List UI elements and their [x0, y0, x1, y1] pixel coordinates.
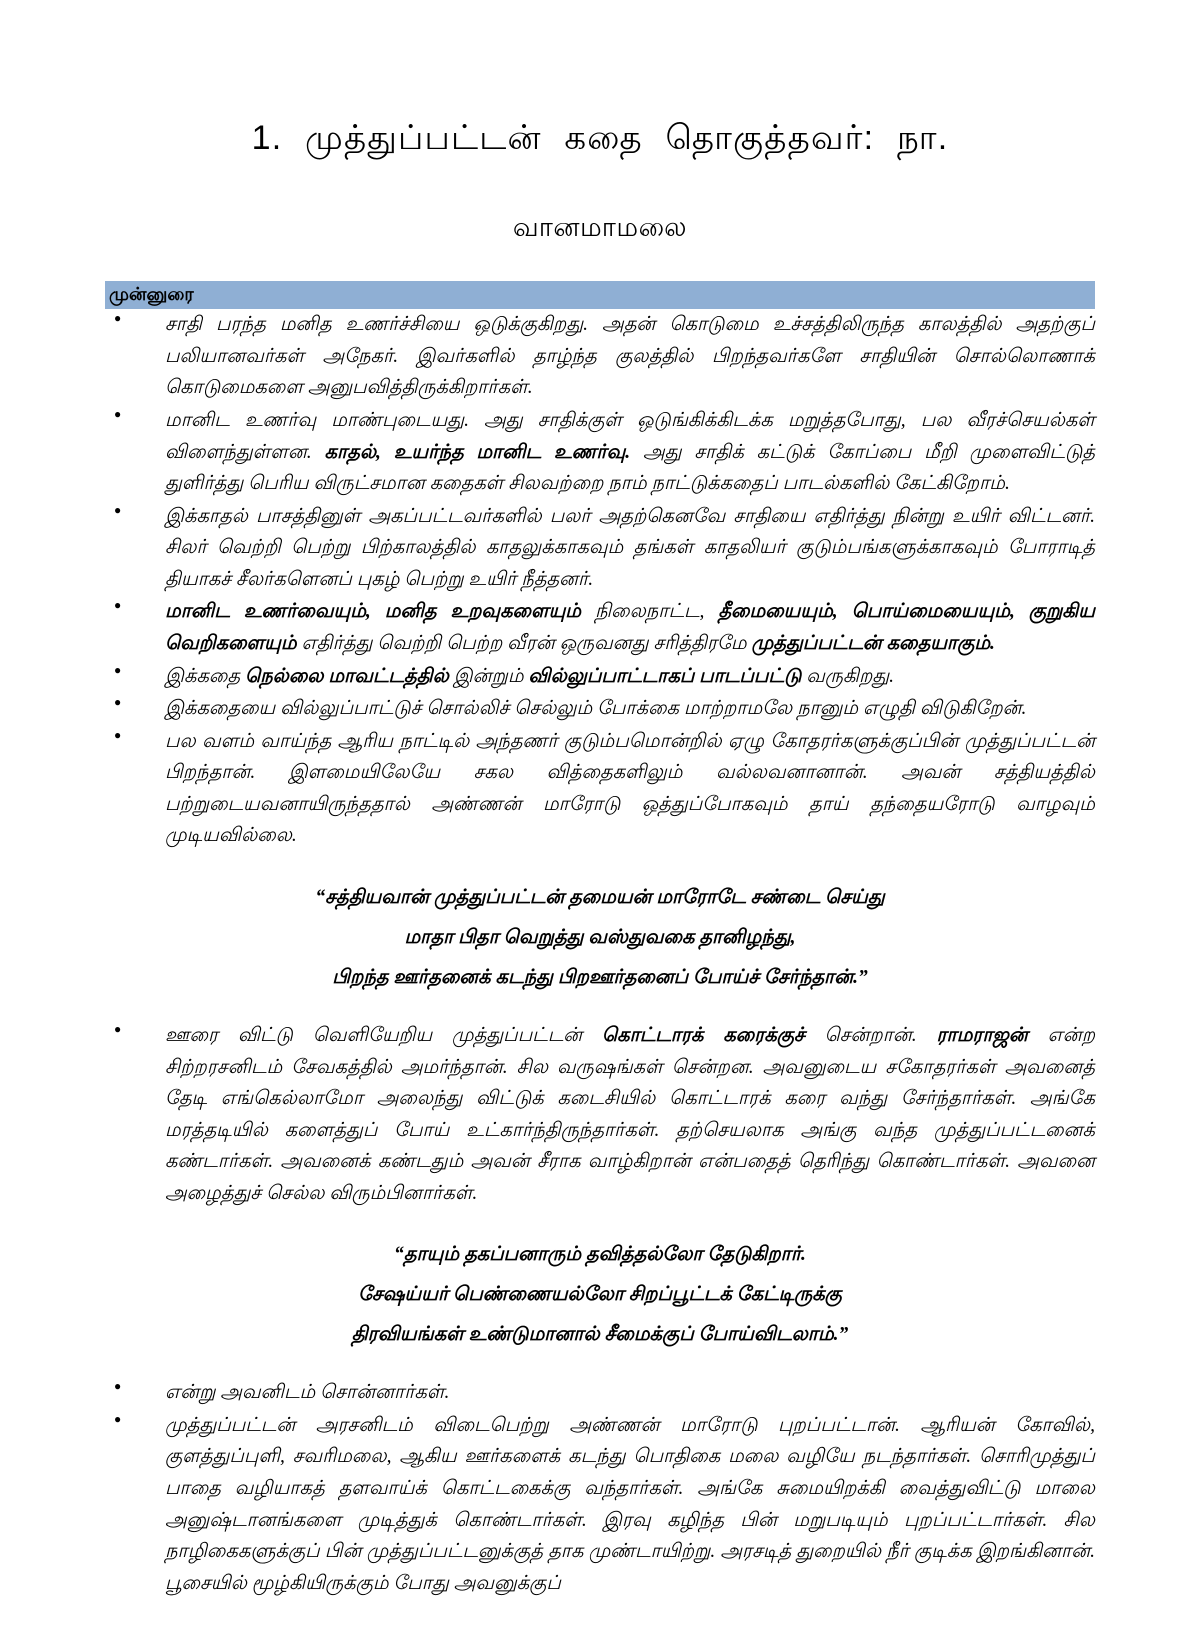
text-run: இக்காதல் பாசத்தினுள் அகப்பட்டவர்களில் பலர் அதற்கெனவே சாதியை எதிர்த்து நின்று உயிர் விட்டனர். சிலர் வெற்றி பெற்று பிற்காலத்தில் காதலுக்காகவும் தங்கள் காதலியர் குடும்பங்களுக்காகவும் போராடித் தியாகச் சீலர்களெனப் புகழ் பெற்று உயிர் நீத்தனர்.	[165, 505, 1095, 590]
text-run: சென்றான்.	[824, 1024, 937, 1046]
list-item	[105, 596, 1095, 659]
bullet-list-narrative-1	[105, 1020, 1095, 1209]
list-item	[105, 405, 1095, 500]
page-title-line-2: வானமாமலை	[512, 211, 688, 242]
text-run: மானிட உணர்வு மாண்புடையது. அது சாதிக்குள் ஒடுங்கிக்கிடக்க மறுத்தபோது, பல வீரச்செயல்கள் விளைந்துள்ளன.	[165, 409, 1095, 463]
text-run: வருகிறது.	[806, 665, 895, 687]
bullet-list-intro	[105, 309, 1095, 852]
emphasis-run: காதல், உயர்ந்த மானிட உணர்வு.	[324, 441, 631, 463]
text-run: இன்றும்	[453, 665, 529, 687]
bullet-list-narrative-2	[105, 1377, 1095, 1599]
verse-line: “தாயும் தகப்பனாரும் தவித்தல்லோ தேடுகிறார்.	[394, 1244, 806, 1266]
text-run: சாதி பரந்த மனித உணர்ச்சியை ஒடுக்குகிறது. அதன் கொடுமை உச்சத்திலிருந்த காலத்தில் அதற்குப் பலியானவர்கள் அநேகர். இவர்களில் தாழ்ந்த குலத்தில் பிறந்தவர்களே சாதியின் சொல்லொணாக் கொடுமைகளை அனுபவித்திருக்கிறார்கள்.	[165, 314, 1095, 399]
text-run: பல வளம் வாய்ந்த ஆரிய நாட்டில் அந்தணர் குடும்பமொன்றில் ஏழு கோதரர்களுக்குப்பின் முத்துப்பட்டன் பிறந்தான். இளமையிலேயே சகல வித்தைகளிலும் வல்லவனானான். அவன் சத்தியத்தில் பற்றுடையவனாயிருந்ததால் அண்ணன் மாரோடு ஒத்துப்போகவும் தாய் தந்தையரோடு வாழவும் முடியவில்லை.	[165, 730, 1095, 847]
section-heading-label: முன்னுரை	[109, 284, 194, 305]
emphasis-run: மானிட உணர்வையும், மனித உறவுகளையும்	[165, 601, 595, 623]
verse-block-2	[105, 1235, 1095, 1355]
verse-block-1	[105, 878, 1095, 998]
emphasis-run: நெல்லை மாவட்டத்தில்	[244, 665, 454, 687]
verse-line: சேஷய்யர் பெண்ணையல்லோ சிறப்பூட்டக் கேட்டிருக்கு	[358, 1284, 842, 1306]
emphasis-run: முத்துப்பட்டன் கதையாகும்.	[751, 632, 995, 654]
list-item	[105, 1020, 1095, 1209]
emphasis-run: தீமையையும், பொய்மையையும், குறுகிய வெறிகளையும்	[165, 601, 1095, 654]
verse-line: “சத்தியவான் முத்துப்பட்டன் தமையன் மாரோடே சண்டை செய்து	[315, 887, 885, 909]
verse-line: பிறந்த ஊர்தனைக் கடந்து பிறஊர்தனைப் போய்ச் சேர்ந்தான்.”	[332, 966, 868, 988]
page-title-line-1: 1. முத்துப்பட்டன் கதை தொகுத்தவர்: நா.	[251, 119, 949, 157]
text-run: அது சாதிக் கட்டுக் கோப்பை மீறி முளைவிட்டுத் துளிர்த்து பெரிய விருட்சமான கதைகள் சிலவற்றை நாம் நாட்டுக்கதைப் பாடல்களில் கேட்கிறோம்.	[165, 441, 1095, 495]
list-item	[105, 309, 1095, 404]
list-item	[105, 661, 1095, 693]
verse-line: மாதா பிதா வெறுத்து வஸ்துவகை தானிழந்து,	[404, 926, 796, 948]
list-item	[105, 693, 1095, 725]
text-run: ஊரை விட்டு வெளியேறிய முத்துப்பட்டன்	[165, 1024, 602, 1046]
text-run: நிலைநாட்ட,	[594, 601, 719, 623]
list-item	[105, 726, 1095, 852]
text-run: என்று அவனிடம் சொன்னார்கள்.	[165, 1382, 450, 1404]
document-body	[105, 0, 1095, 1600]
list-item	[105, 1377, 1095, 1409]
text-run: எதிர்த்து வெற்றி பெற்ற வீரன் ஒருவனது சரித்திரமே	[301, 632, 752, 654]
list-item	[105, 1410, 1095, 1599]
emphasis-run: ராமராஜன்	[936, 1024, 1048, 1046]
section-heading-band	[105, 281, 1095, 309]
text-run: என்ற சிற்றரசனிடம் சேவகத்தில் அமர்ந்தான். சில வருஷங்கள் சென்றன. அவனுடைய சகோதரர்கள் அவனைத் தேடி எங்கெல்லாமோ அலைந்து விட்டுக் கடைசியில் கொட்டாரக் கரை வந்து சேர்ந்தார்கள். அங்கே மரத்தடியில் களைத்துப் போய் உட்கார்ந்திருந்தார்கள். தற்செயலாக அங்கு வந்த முத்துப்பட்டனைக் கண்டார்கள். அவனைக் கண்டதும் அவன் சீராக வாழ்கிறான் என்பதைத் தெரிந்து கொண்டார்கள். அவனை அழைத்துச் செல்ல விரும்பினார்கள்.	[165, 1024, 1095, 1204]
verse-line: திரவியங்கள் உண்டுமானால் சீமைக்குப் போய்விடலாம்.”	[351, 1324, 849, 1346]
text-run: இக்கதை	[165, 665, 245, 687]
text-run: முத்துப்பட்டன் அரசனிடம் விடைபெற்று அண்ணன் மாரோடு புறப்பட்டான். ஆரியன் கோவில், குளத்துப்புளி, சவரிமலை, ஆகிய ஊர்களைக் கடந்து பொதிகை மலை வழியே நடந்தார்கள். சொரிமுத்துப் பாதை வழியாகத் தளவாய்க் கொட்டகைக்கு வந்தார்கள். அங்கே சுமையிறக்கி வைத்துவிட்டு மாலை அனுஷ்டானங்களை முடித்துக் கொண்டார்கள். இரவு கழிந்த பின் மறுபடியும் புறப்பட்டார்கள். சில நாழிகைகளுக்குப் பின் முத்துப்பட்டனுக்குத் தாக முண்டாயிற்று. அரசடித் துறையில் நீர் குடிக்க இறங்கினான். பூசையில் மூழ்கியிருக்கும் போது அவனுக்குப்	[165, 1414, 1095, 1594]
emphasis-run: வில்லுப்பாட்டாகப் பாடப்பட்டு	[528, 665, 807, 687]
list-item	[105, 501, 1095, 596]
text-run: இக்கதையை வில்லுப்பாட்டுச் சொல்லிச் செல்லும் போக்கை மாற்றாமலே நானும் எழுதி விடுகிறேன்.	[165, 698, 1027, 720]
emphasis-run: கொட்டாரக் கரைக்குச்	[601, 1024, 825, 1046]
